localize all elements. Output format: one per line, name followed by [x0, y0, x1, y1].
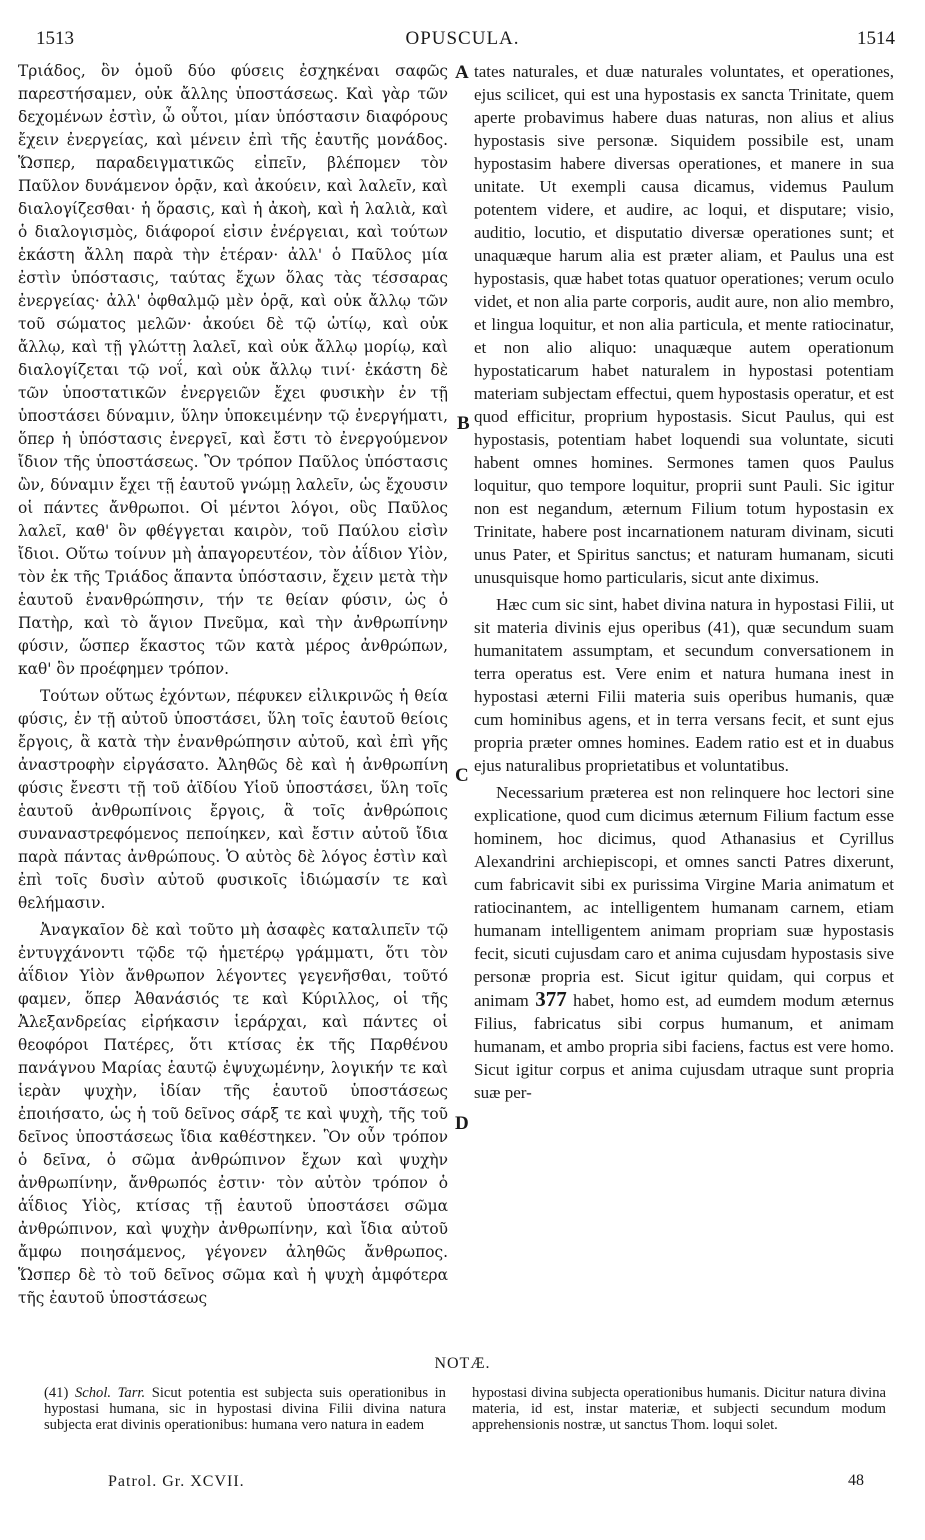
volume-signature: Patrol. Gr. XCVII.	[108, 1473, 245, 1490]
running-title: OPUSCULA.	[405, 28, 520, 49]
greek-column	[18, 60, 448, 1314]
right-column-number: 1514	[857, 28, 895, 49]
footnote-right	[472, 1385, 886, 1433]
margin-marker-a: A	[455, 62, 469, 83]
footnote-number: (41)	[44, 1385, 69, 1401]
latin-paragraph	[474, 781, 894, 1104]
latin-column	[474, 60, 894, 1108]
greek-paragraph: Τούτων οὕτως ἐχόντων, πέφυκεν εἰλικρινῶς ἡ θεία φύσις, ἐν τῇ αὐτοῦ ὑποστάσει, ὕλη τοῖς ἑαυτοῦ θείοις ἔργοις, ἃ κατὰ τὴν ἐνανθρώπησιν αὐτοῦ, καὶ ἐπὶ γῆς ἀναστροφὴν εἰργάσατο. Ἀληθῶς δὲ καὶ ἡ ἀνθρωπίνη φύσις ἔνεστι τῇ τοῦ ἀϊδίου Υἱοῦ ὑποστάσει, ὕλη τοῖς ἑαυτοῦ ἀνθρωπίνοις ἔργοις, ἃ τοῖς ἀνθρώποις συναναστρεφόμενος πεποίηκεν, καὶ ἔστιν αὐτοῦ ἴδια παρὰ πάντας ἀνθρώπους. Ὁ αὐτὸς δὲ λόγος ἐστὶν καὶ ἐπὶ τοῖς δυσὶν αὐτοῦ φυσικοῖς ἰδιώμασίν τε καὶ θελήμασιν.	[18, 687, 448, 912]
footnote-left	[44, 1385, 446, 1433]
footnote-text: Sicut potentia est subjecta suis operationibus in hypostasi humana, sic in hypostasi divina Filii divina natura subjecta erat divinis operationibus: humana vero natura in eadem	[44, 1385, 446, 1433]
latin-text: Necessarium præterea est non relinquere hoc lectori sine explicatione, quod cum dicimus æternum Filium factum esse hominem, hoc dicimus, quod Athanasius et Cyrillus Alexandrini archiepiscopi, et omnes sancti Patres dixerunt, cum fabricavit sibi ex purissima Virgine Maria animatum et ratiocinantem, ac intelligentem humanam carnem, etiam humanam intelligentem animam propriam suæ hypostasis fecit, sicuti cujusdam caro et anima cujusdam hypostasis sive personæ propria est. Sicut igitur quidam, qui corpus et animam	[474, 783, 894, 1010]
footnote-source: Schol. Tarr.	[74, 1385, 146, 1401]
notes-heading: NOTÆ.	[434, 1355, 491, 1372]
latin-paragraph: tates naturales, et duæ naturales voluntates, et operationes, ejus scilicet, qui est una hypostasis ex sancta Trinitate, quem aperte probavimus habere duas naturas, non alius et alius hypostasis sive personæ. Siquidem possibile est, unam hypostasim habere diversas operationes, et manere in sua unitate. Ut exempli causa dicamus, videmus Paulum potentem videre, et audire, ac loqui, et disputare; visio, auditio, locutio, et disputatio diversæ operationes sunt; et unaquæque harum alia est præter aliam, et Paulus una est hypostasis, quæ habet totas quatuor operationes; verum oculo videt, et non alia parte corporis, audit aure, non alio membro, et lingua loquitur, et non alia particula, et mente ratiocinatur, et non alio aliquo: unaquæque autem operationum hypostaticarum habet naturalem in hypostasi potentiam materiam subjectam effectui, quem hypostasis operatur, et est quod efficitur, proprium hypostasis. Sicut Paulus, qui est hypostasis, potentiam habet loquendi sua voluntate, sicuti habent omnes homines. Sermones tamen quos Paulus loquitur, quo tempore loquitur, proprii sunt Pauli. Sic igitur non est negandum, æternum Filium totum hypostasin ex Trinitate, habere post incarnationem naturam divinam, sicuti unus Pater, et Spiritus sanctus; et naturam humanam, sicuti unusquisque homo particularis, sicut ante diximus.	[474, 62, 894, 587]
greek-paragraph: Τριάδος, ὃν ὁμοῦ δύο φύσεις ἐσχηκέναι σαφῶς παρεστήσαμεν, οὐκ ἄλλης ὑποστάσεως. Καὶ γὰρ τῶν δεχομένων ἐστὶν, ὦ οὗτοι, μίαν ὑπόστασιν διαφόρους ἔχειν ἐνεργείας, καὶ μένειν ἐπὶ τῆς ἑαυτῆς μονάδος. Ὥσπερ, παραδειγματικῶς εἰπεῖν, βλέπομεν τὸν Παῦλον δυνάμενον ὁρᾷν, καὶ ἀκούειν, καὶ λαλεῖν, καὶ διαλογίζεσθαι· ἡ ὅρασις, καὶ ἡ ἀκοὴ, καὶ ἡ λαλιὰ, καὶ ὁ διαλογισμὸς, διάφοροί εἰσιν ἐνέργειαι, καὶ τούτων ἑκάστη ἄλλη παρὰ τὴν ἑτέραν· ἀλλ' ὁ Παῦλος μία ἐστὶν ὑπόστασις, ταύτας ἔχων ὅλας τὰς τέσσαρας ἐνεργείας· ἀλλ' ὀφθαλμῷ μὲν ὁρᾷ, καὶ οὐκ ἄλλῳ τῶν τοῦ σώματος μελῶν· ἀκούει δὲ τῷ ὠτίῳ, καὶ οὐκ ἄλλῳ, καὶ τῇ γλώττῃ λαλεῖ, καὶ οὐκ ἄλλῳ μορίῳ, καὶ διαλογίζεται τῷ νοΐ, καὶ οὐκ ἄλλῳ τινί· ἑκάστη δὲ τῶν ὑποστατικῶν ἐνεργειῶν ἔχει φυσικὴν ἐν τῇ ὑποστάσει δύναμιν, ὕλην ὑποκειμένην τῷ ἐνεργήματι, ὅπερ ἡ ὑπόστασις ἐνεργεῖ, καὶ ἔστι τὸ ἐνεργούμενον ἴδιον τῆς ὑποστάσεως. Ὃν τρόπον Παῦλος ὑπόστασις ὢν, δύναμιν ἔχει τῇ ἑαυτοῦ γνώμῃ λαλεῖν, ὡς ἔχουσιν οἱ πάντες ἄνθρωποι. Οἱ μέντοι λόγοι, οὓς Παῦλος λαλεῖ, καθ' ὃν φθέγγεται καιρὸν, τοῦ Παύλου εἰσὶν ἴδιοι. Οὕτω τοίνυν μὴ ἀπαγορευτέον, τὸν ἀΐδιον Υἱὸν, τὸν ἐκ τῆς Τριάδος ἅπαντα ὑπόστασιν, ἔχειν μετὰ τὴν ἑαυτοῦ ἐνανθρώπησιν, τήν τε θείαν φύσιν, ὡς ὁ Πατὴρ, καὶ τὸ ἅγιον Πνεῦμα, καὶ τὴν ἀνθρωπίνην φύσιν, ὥσπερ ἕκαστος τῶν κατὰ μέρος ἀνθρώπων, καθ' ὃν προέφημεν τρόπον.	[18, 62, 448, 678]
migne-column-number: 377	[535, 987, 567, 1011]
latin-paragraph: Hæc cum sic sint, habet divina natura in hypostasi Filii, ut sit materia divinis ejus operibus (41), quæ secundum suam humanitatem assumptam, et secundum conversationem in terra operatus est. Vere enim et natura humana inest in hypostasi æterni Filii materia suis operibus humanis, quæ cum hominibus agens, et in terra versans fecit, et sunt ejus propria præter omnes homines. Eadem ratio est et in duabus ejus naturalibus proprietatibus et voluntatibus.	[474, 595, 894, 775]
margin-marker-d: D	[455, 1113, 469, 1134]
greek-paragraph: Ἀναγκαῖον δὲ καὶ τοῦτο μὴ ἀσαφὲς καταλιπεῖν τῷ ἐντυγχάνοντι τῷδε τῷ ἡμετέρῳ γράμματι, ὅτι τὸν ἀΐδιον Υἱὸν ἄνθρωπον λέγοντες γεγενῆσθαι, τοῦτό φαμεν, ὅπερ Ἀθανάσιός τε καὶ Κύριλλος, οἱ τῆς Ἀλεξανδρείας εἰρήκασιν ἱεράρχαι, καὶ πάντες οἱ θεοφόροι Πατέρες, ὅτι κτίσας ἐκ τῆς Παρθένου πανάγνου Μαρίας ἑαυτῷ ἐψυχωμένην, λογικήν τε καὶ ἱερὰν ψυχὴν, ἰδίαν τῆς ἑαυτοῦ ὑποστάσεως ἐποιήσατο, ὡς ἡ τοῦ δεῖνος σάρξ τε καὶ ψυχὴ, τῆς τοῦ δεῖνος ὑποστάσεως ἴδια καθέστηκεν. Ὃν οὖν τρόπον ὁ δεῖνα, ὁ σῶμα ἀνθρώπινον ἔχων καὶ ψυχὴν ἀνθρωπίνην, ἄνθρωπός ἐστιν· τὸν αὐτὸν τρόπον ὁ ἀΐδιος Υἱὸς, κτίσας τῇ ἑαυτοῦ ὑποστάσει σῶμα ἀνθρώπινον, καὶ ψυχὴν ἀνθρωπίνην, καὶ ἴδια αὐτοῦ ἄμφω ποιησάμενος, γέγονεν ἀληθῶς ἄνθρωπος. Ὥσπερ δὲ τὸ τοῦ δεῖνος σῶμα καὶ ἡ ψυχὴ ἀμφότερα τῆς ἑαυτοῦ ὑποστάσεως	[18, 921, 448, 1307]
latin-text: habet, homo est, ad eumdem modum æternus Filius, fabricatus sibi corpus humanum, et animam humanam, et ambo propria sibi faciens, factus est vere homo. Sicut igitur corpus et anima cujusdam utraque sunt propria suæ per-	[474, 991, 895, 1102]
footnote-text: hypostasi divina subjecta operationibus humanis. Dicitur natura divina materia, id est, instar materiæ, et subjecti secundum modum apprehensionis nostræ, ut sanctus Thom. loqui solet.	[472, 1385, 886, 1433]
sheet-number: 48	[848, 1472, 864, 1489]
margin-marker-c: C	[455, 765, 469, 786]
left-column-number: 1513	[36, 28, 74, 49]
margin-marker-b: B	[457, 413, 470, 434]
